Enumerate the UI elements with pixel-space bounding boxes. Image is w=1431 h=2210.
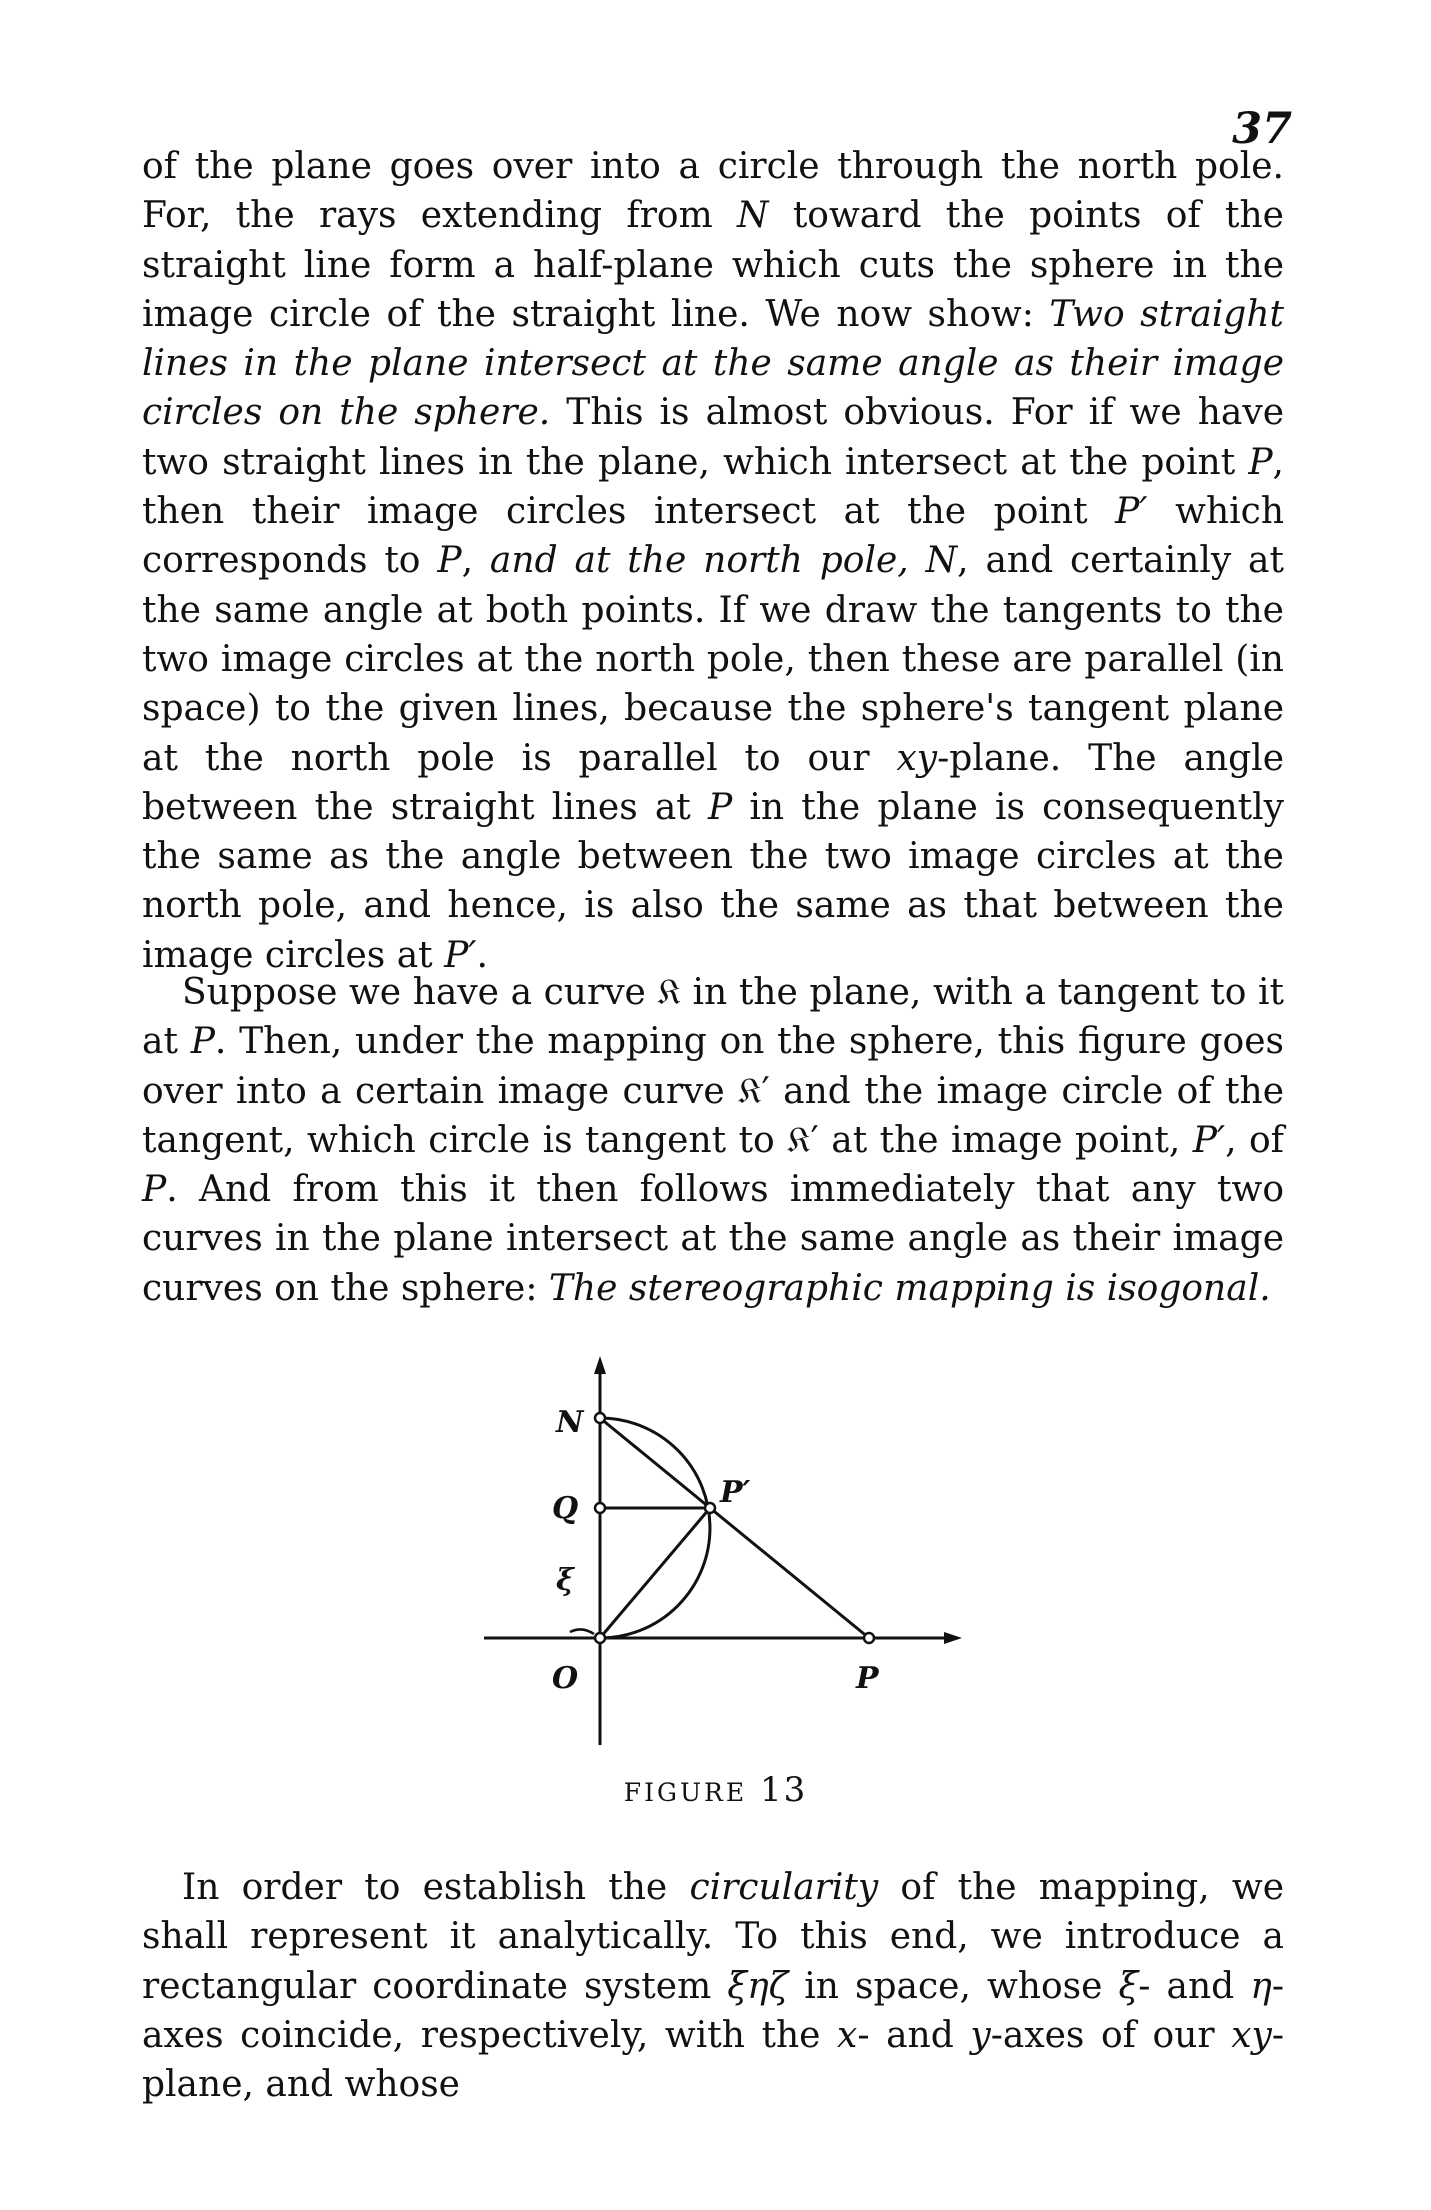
- paragraph-1: [142, 142, 1284, 980]
- math-var: N: [925, 540, 958, 582]
- emphasis-italic: circularity: [689, 1867, 879, 1908]
- text-run: in space, whose: [788, 1965, 1119, 2007]
- math-var: P′: [444, 934, 477, 976]
- emphasis-italic: and at the north pole,: [489, 540, 909, 582]
- text-run: -axes of our: [990, 2014, 1232, 2056]
- text-run: which corresponds to: [142, 491, 1285, 582]
- vertical-arrowhead: [594, 1356, 606, 1374]
- text-run: . And from this it then follows immediately that any two curves in the plane intersect at the same angle as their image curves on the sphere:: [142, 1169, 1284, 1309]
- text-run: in the plane is consequently the same as the angle between the two image circles at the north pole, and hence, is also the same as that between the image circles at: [142, 786, 1284, 976]
- point-N: [595, 1413, 605, 1423]
- math-var: x: [837, 2014, 858, 2056]
- text-run: -plane. The angle between the straight lines at: [142, 737, 1284, 828]
- text-run: [909, 540, 926, 581]
- paragraph-2: [142, 968, 1284, 1313]
- text-run: in the plane, with a tangent to it at: [142, 972, 1284, 1063]
- math-var: xy: [1231, 2014, 1272, 2056]
- text-run: toward the points of the straight line form a half-plane which cuts the sphere in the image circle of the straight line. We now show:: [142, 195, 1284, 335]
- math-var: xy: [896, 737, 938, 779]
- label-N: N: [556, 1405, 584, 1440]
- text-run: , of: [1225, 1119, 1284, 1161]
- text-run: -axes coincide, respectively, with the: [142, 1965, 1284, 2056]
- figure-13-diagram: [470, 1350, 970, 1750]
- math-var: P: [190, 1021, 215, 1063]
- text-run: -plane, and whose: [142, 2014, 1285, 2106]
- text-run: Suppose we have a curve: [182, 972, 658, 1013]
- angle-arc-xi: [570, 1629, 594, 1634]
- text-run: In order to establish the: [182, 1867, 690, 1908]
- math-var: 𝔎′: [787, 1119, 819, 1161]
- math-var: N: [737, 195, 769, 237]
- line-O-Pprime: [600, 1508, 710, 1638]
- text-run: - and: [1138, 1965, 1251, 2007]
- point-O: [595, 1633, 605, 1643]
- figure-caption: [0, 1770, 1431, 1810]
- theorem-italic: The stereographic mapping is isogonal.: [548, 1267, 1271, 1309]
- math-var: η: [1250, 1965, 1272, 2007]
- text-run: ,: [461, 540, 490, 582]
- text-run: at the image point,: [818, 1119, 1193, 1161]
- caption-word: FIGURE: [623, 1778, 748, 1807]
- caption-number: 13: [759, 1770, 808, 1810]
- label-P: P: [856, 1661, 879, 1696]
- text-run: - and: [857, 2014, 971, 2056]
- math-var: y: [970, 2014, 991, 2056]
- label-Q: Q: [552, 1491, 579, 1526]
- text-run: , then their image circles intersect at the point: [142, 441, 1284, 533]
- text-run: This is almost obvious. For if we have two straight lines in the plane, which intersect at the point: [142, 392, 1285, 483]
- math-var: 𝔎′: [738, 1070, 770, 1112]
- math-var: ξ: [1118, 1965, 1139, 2007]
- text-run: of the mapping, we shall represent it analytically. To this end, we introduce a rectangular coordinate system: [142, 1867, 1284, 2007]
- label-O: O: [552, 1661, 579, 1696]
- math-var: P: [1248, 441, 1273, 483]
- math-var: P: [437, 540, 462, 582]
- text-run: and the image circle of the tangent, which circle is tangent to: [142, 1070, 1284, 1161]
- horizontal-arrowhead: [944, 1632, 962, 1644]
- math-var: P′: [1192, 1119, 1226, 1161]
- math-var: P′: [1115, 491, 1148, 533]
- label-xi: ξ: [556, 1563, 574, 1598]
- text-run: , and certainly at the same angle at both points. If we draw the tangents to the two image circles at the north pole, then these are parallel (in space) to the given lines, because the sphere's tangent plane at the north pole is parallel to our: [142, 540, 1284, 779]
- label-Pprime: P′: [720, 1475, 751, 1510]
- theorem-italic: Two straight lines in the plane intersect at the same angle as their image circles on the sphere.: [142, 293, 1285, 434]
- line-N-P: [600, 1418, 869, 1638]
- text-run: .: [476, 934, 488, 976]
- math-var: P: [142, 1169, 167, 1211]
- page-number: 37: [1232, 104, 1292, 154]
- point-P: [864, 1633, 874, 1643]
- point-Pprime: [705, 1503, 715, 1513]
- text-run: of the plane goes over into a circle through the north pole. For, the rays extending from: [142, 146, 1284, 237]
- math-var: P: [707, 786, 733, 828]
- text-run: . Then, under the mapping on the sphere, this figure goes over into a certain image curve: [142, 1021, 1284, 1112]
- math-var: ξηζ: [727, 1965, 789, 2007]
- point-Q: [595, 1503, 605, 1513]
- math-var: 𝔎: [657, 972, 681, 1013]
- paragraph-3: [142, 1863, 1284, 2109]
